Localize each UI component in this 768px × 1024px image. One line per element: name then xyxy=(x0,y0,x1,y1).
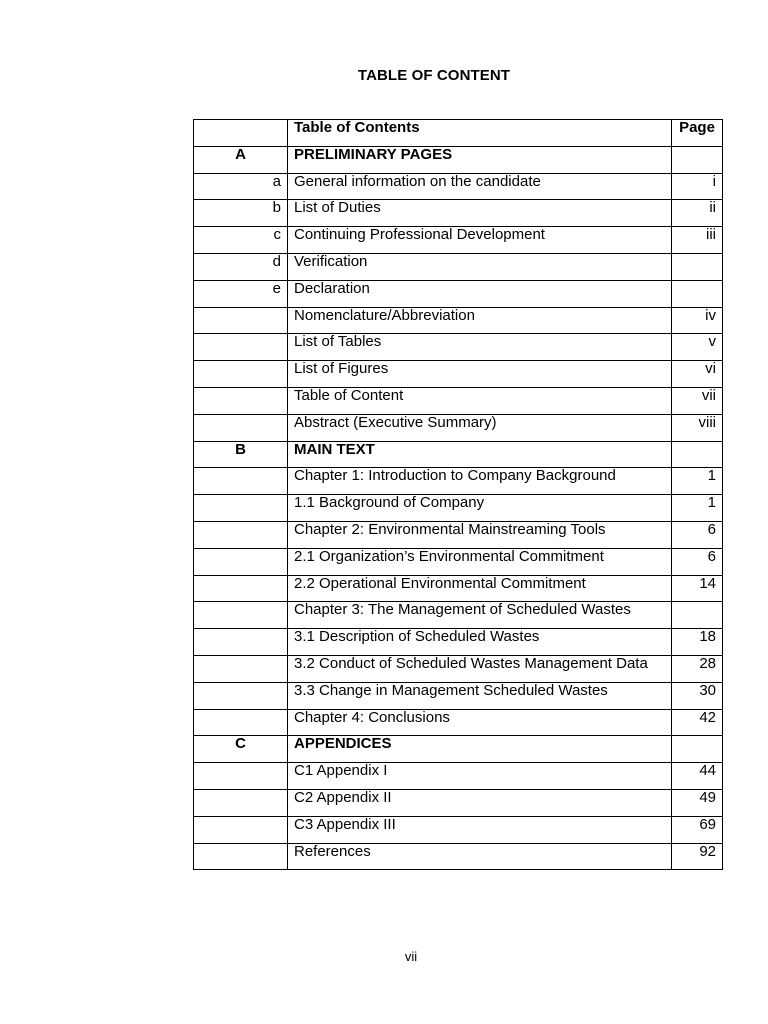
row-key xyxy=(194,334,288,361)
row-title: List of Duties xyxy=(288,200,672,227)
row-page: 18 xyxy=(672,629,723,656)
row-page: 30 xyxy=(672,682,723,709)
row-title: Nomenclature/Abbreviation xyxy=(288,307,672,334)
table-row xyxy=(194,521,723,548)
row-title: Abstract (Executive Summary) xyxy=(288,414,672,441)
row-key xyxy=(194,414,288,441)
row-page: 1 xyxy=(672,495,723,522)
row-title: Chapter 1: Introduction to Company Background xyxy=(288,468,672,495)
table-row xyxy=(194,200,723,227)
row-key: A xyxy=(194,146,288,173)
row-page: v xyxy=(672,334,723,361)
row-title: 3.1 Description of Scheduled Wastes xyxy=(288,629,672,656)
toc-header-title: Table of Contents xyxy=(288,120,672,147)
row-page: viii xyxy=(672,414,723,441)
row-page: i xyxy=(672,173,723,200)
table-row xyxy=(194,414,723,441)
row-key xyxy=(194,521,288,548)
row-page xyxy=(672,253,723,280)
row-title: 3.3 Change in Management Scheduled Wastes xyxy=(288,682,672,709)
row-page: 6 xyxy=(672,548,723,575)
row-title: List of Tables xyxy=(288,334,672,361)
row-title: 1.1 Background of Company xyxy=(288,495,672,522)
table-row xyxy=(194,468,723,495)
page-number: vii xyxy=(404,949,418,964)
table-row xyxy=(194,173,723,200)
row-key xyxy=(194,602,288,629)
row-title: PRELIMINARY PAGES xyxy=(288,146,672,173)
row-page xyxy=(672,602,723,629)
table-row xyxy=(194,495,723,522)
row-page: 28 xyxy=(672,655,723,682)
row-title: Table of Content xyxy=(288,387,672,414)
row-page: ii xyxy=(672,200,723,227)
row-title: Declaration xyxy=(288,280,672,307)
row-key: a xyxy=(194,173,288,200)
row-page: 44 xyxy=(672,763,723,790)
toc-body xyxy=(194,120,723,870)
row-page: iii xyxy=(672,227,723,254)
table-row xyxy=(194,843,723,870)
table-row xyxy=(194,709,723,736)
row-key xyxy=(194,843,288,870)
table-row xyxy=(194,146,723,173)
row-title: 3.2 Conduct of Scheduled Wastes Management Data xyxy=(288,655,672,682)
row-key xyxy=(194,361,288,388)
row-page: vii xyxy=(672,387,723,414)
table-row xyxy=(194,763,723,790)
row-key xyxy=(194,816,288,843)
row-title: C2 Appendix II xyxy=(288,789,672,816)
row-title: Chapter 4: Conclusions xyxy=(288,709,672,736)
row-key xyxy=(194,709,288,736)
table-row xyxy=(194,602,723,629)
row-key: b xyxy=(194,200,288,227)
table-row xyxy=(194,655,723,682)
table-row xyxy=(194,789,723,816)
row-title: General information on the candidate xyxy=(288,173,672,200)
table-row xyxy=(194,441,723,468)
row-title: 2.1 Organization’s Environmental Commitment xyxy=(288,548,672,575)
row-title: References xyxy=(288,843,672,870)
row-key: B xyxy=(194,441,288,468)
toc-header-row xyxy=(194,120,723,147)
table-row xyxy=(194,682,723,709)
row-title: Chapter 2: Environmental Mainstreaming Tools xyxy=(288,521,672,548)
table-row xyxy=(194,816,723,843)
row-key: d xyxy=(194,253,288,280)
table-row xyxy=(194,334,723,361)
row-page: vi xyxy=(672,361,723,388)
row-key: c xyxy=(194,227,288,254)
row-key: C xyxy=(194,736,288,763)
table-row xyxy=(194,307,723,334)
toc-header-page: Page xyxy=(672,120,723,147)
row-title: APPENDICES xyxy=(288,736,672,763)
table-of-contents xyxy=(193,119,723,870)
row-page: iv xyxy=(672,307,723,334)
row-key xyxy=(194,763,288,790)
row-title: Verification xyxy=(288,253,672,280)
row-page xyxy=(672,441,723,468)
table-row xyxy=(194,280,723,307)
row-title: List of Figures xyxy=(288,361,672,388)
row-page: 49 xyxy=(672,789,723,816)
row-key xyxy=(194,468,288,495)
row-key xyxy=(194,575,288,602)
row-page xyxy=(672,146,723,173)
row-key xyxy=(194,387,288,414)
table-row xyxy=(194,227,723,254)
toc-header-key xyxy=(194,120,288,147)
row-key xyxy=(194,629,288,656)
row-key xyxy=(194,682,288,709)
row-page xyxy=(672,280,723,307)
row-key xyxy=(194,307,288,334)
row-title: C1 Appendix I xyxy=(288,763,672,790)
row-page xyxy=(672,736,723,763)
table-row xyxy=(194,361,723,388)
row-key xyxy=(194,789,288,816)
row-key xyxy=(194,495,288,522)
row-title: Chapter 3: The Management of Scheduled Wastes xyxy=(288,602,672,629)
table-row xyxy=(194,629,723,656)
row-title: Continuing Professional Development xyxy=(288,227,672,254)
row-page: 6 xyxy=(672,521,723,548)
table-row xyxy=(194,548,723,575)
row-page: 69 xyxy=(672,816,723,843)
row-page: 92 xyxy=(672,843,723,870)
table-row xyxy=(194,575,723,602)
table-row xyxy=(194,736,723,763)
row-page: 14 xyxy=(672,575,723,602)
row-key xyxy=(194,548,288,575)
row-key xyxy=(194,655,288,682)
row-key: e xyxy=(194,280,288,307)
table-row xyxy=(194,387,723,414)
row-page: 1 xyxy=(672,468,723,495)
table-row xyxy=(194,253,723,280)
document-title: TABLE OF CONTENT xyxy=(357,67,511,84)
row-title: 2.2 Operational Environmental Commitment xyxy=(288,575,672,602)
row-page: 42 xyxy=(672,709,723,736)
row-title: C3 Appendix III xyxy=(288,816,672,843)
row-title: MAIN TEXT xyxy=(288,441,672,468)
